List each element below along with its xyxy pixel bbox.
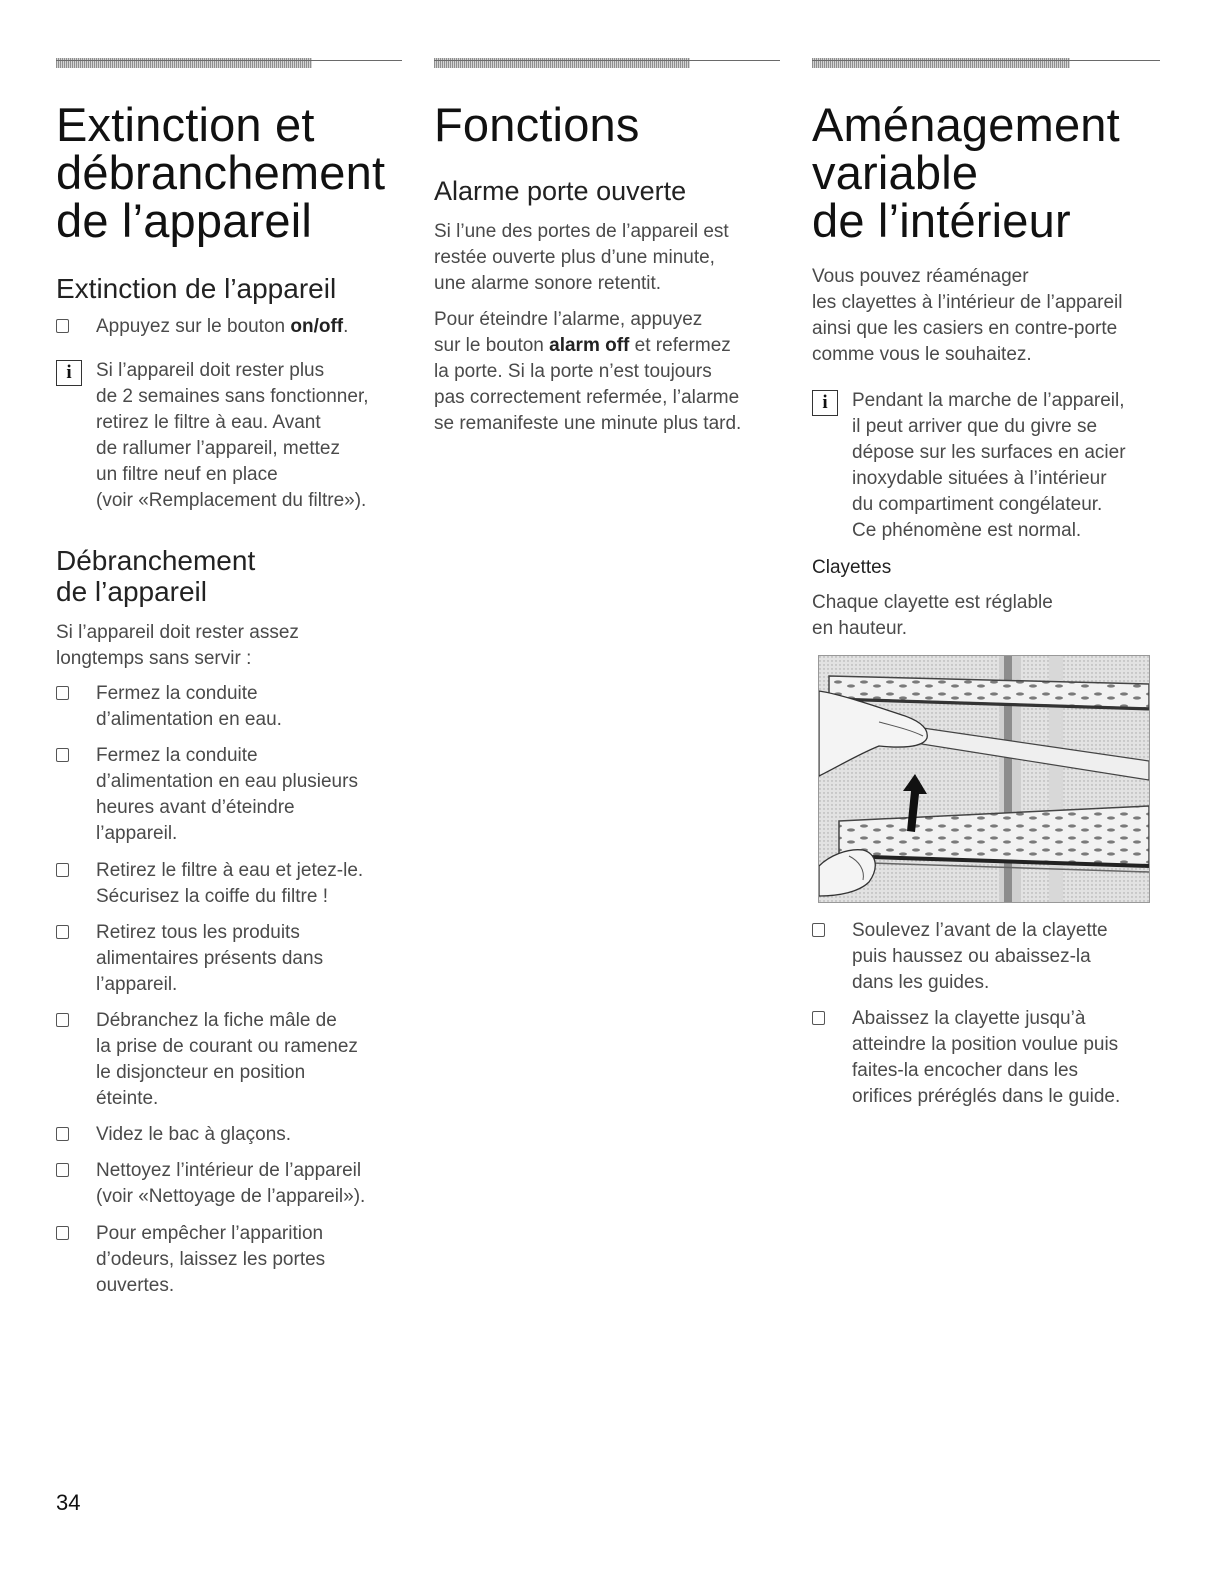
title-line: Extinction et	[56, 98, 315, 151]
heading-shelves: Clayettes	[812, 557, 892, 578]
column-header-bar	[812, 56, 1160, 70]
checkbox-bullet-icon	[56, 1226, 69, 1240]
alarm-description: Si l’une des portes de l’appareil est restée ouverte plus d’une minute, une alarme sonore retentit.	[434, 221, 729, 294]
interior-intro: Vous pouvez réaménager les clayettes à l’intérieur de l’appareil ainsi que les casiers en contre-porte comme vous le souhaitez.	[812, 266, 1123, 365]
title-functions: Fonctions	[434, 98, 640, 151]
title-line: débranchement	[56, 146, 386, 199]
checkbox-bullet-icon	[56, 686, 69, 700]
column-header-bar	[56, 56, 402, 70]
info-text: Si l’appareil doit rester plus de 2 semaines sans fonctionner, retirez le filtre à eau. Avant de rallumer l’appareil, mettez un filtre neuf en place (voir «Remplacement du filtre»).	[96, 360, 369, 511]
step-text: Appuyez sur le bouton on/off.	[96, 316, 349, 337]
info-text: Pendant la marche de l’appareil, il peut arriver que du givre se dépose sur les surfaces en acier inoxydable situées à l’intérieur du compartiment congélateur. Ce phénomène est normal.	[852, 390, 1126, 541]
heading-door-alarm: Alarme porte ouverte	[434, 176, 687, 206]
checkbox-bullet-icon	[812, 923, 825, 937]
checkbox-bullet-icon	[56, 748, 69, 762]
checkbox-bullet-icon	[812, 1011, 825, 1025]
checkbox-bullet-icon	[56, 863, 69, 877]
checkbox-bullet-icon	[56, 925, 69, 939]
checkbox-bullet-icon	[56, 1013, 69, 1027]
title-line: de l’appareil	[56, 194, 313, 247]
checkbox-bullet-icon	[56, 1163, 69, 1177]
heading-unplug: Débranchement de l’appareil	[56, 545, 256, 607]
checkbox-bullet-icon	[56, 1127, 69, 1141]
info-icon: i	[812, 390, 838, 416]
title-shutdown	[56, 98, 386, 247]
unplug-intro: Si l’appareil doit rester assez longtemps sans servir :	[56, 622, 299, 669]
info-icon: i	[56, 360, 82, 386]
column-header-bar	[434, 56, 780, 70]
checkbox-bullet-icon	[56, 319, 69, 333]
title-interior: Aménagement variable de l’intérieur	[812, 98, 1120, 247]
page-number: 34	[56, 1490, 81, 1515]
shelves-text: Chaque clayette est réglable en hauteur.	[812, 592, 1053, 639]
shelf-adjustment-illustration	[818, 655, 1150, 903]
heading-switch-off: Extinction de l’appareil	[56, 273, 337, 304]
alarm-off-instructions: Pour éteindre l’alarme, appuyez sur le bouton alarm off et refermez la porte. Si la porte n’est toujours pas correctement refermée, l’alarme se remanifeste une minute plus tard.	[434, 309, 742, 434]
